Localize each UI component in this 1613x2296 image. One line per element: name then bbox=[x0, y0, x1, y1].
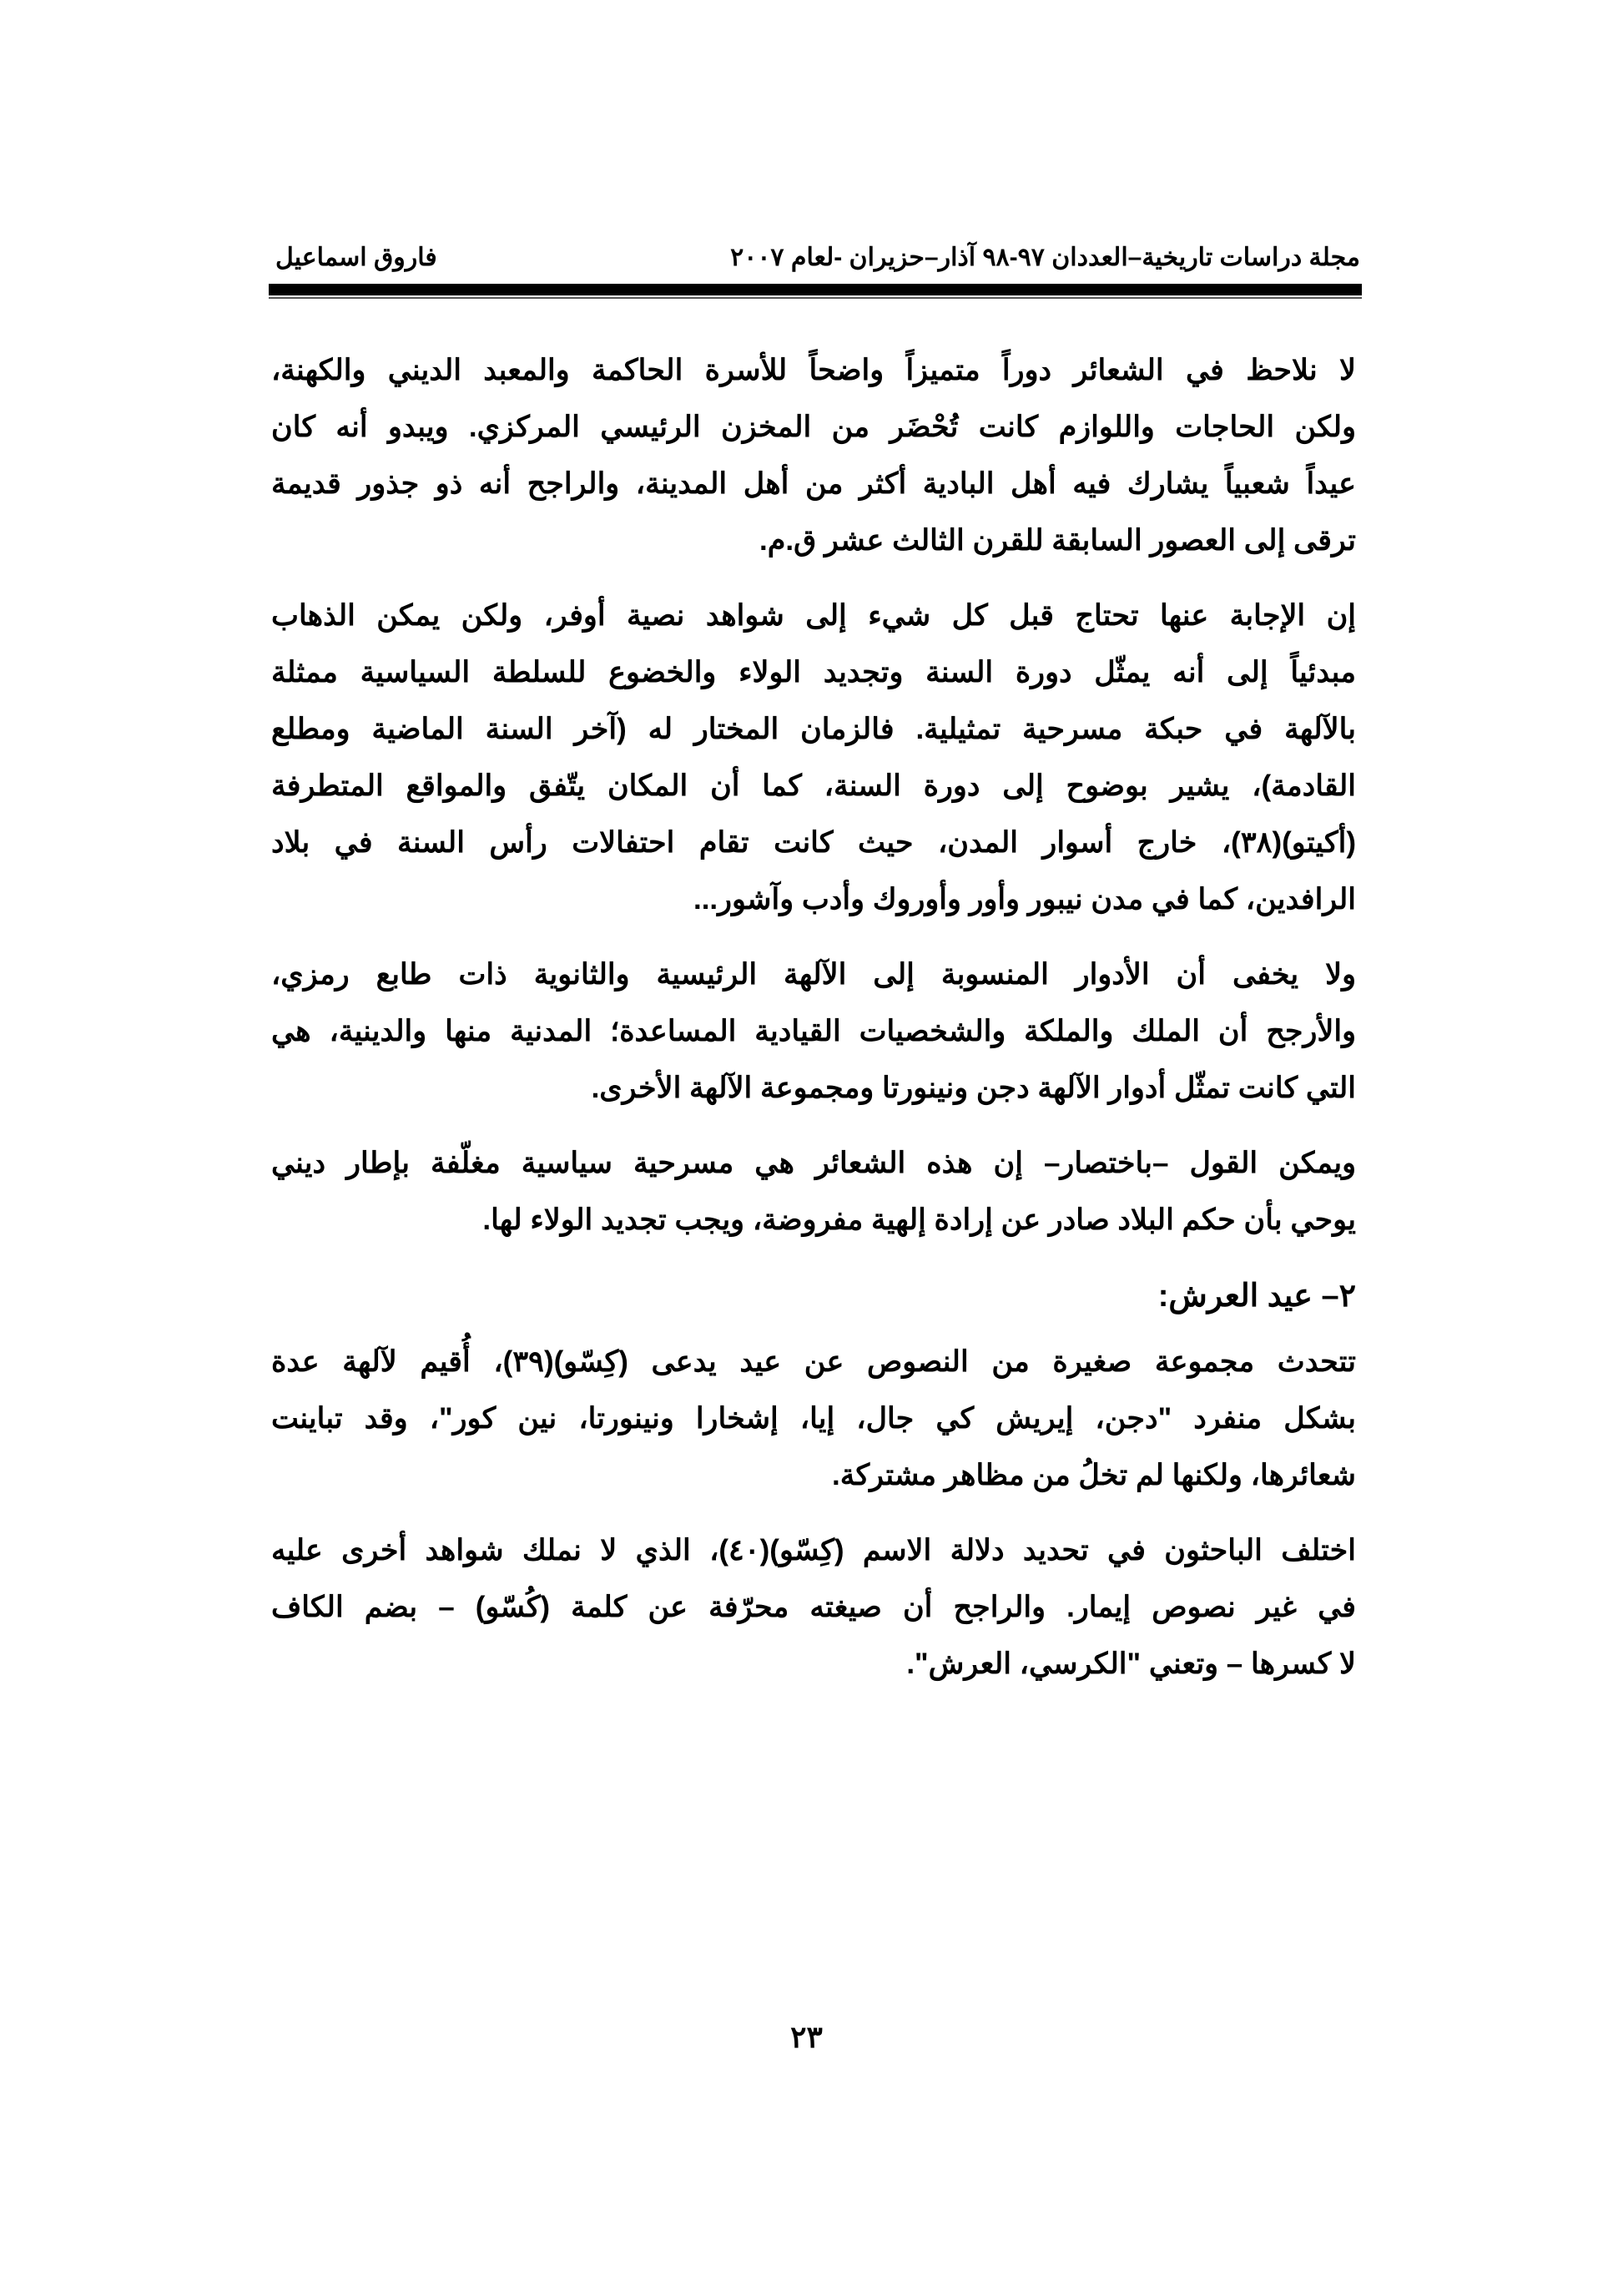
text-line: تتحدث مجموعة صغيرة من النصوص عن عيد يدعى (كِسّو)(٣٩)، أُقيم لآلهة عدة bbox=[271, 1345, 1356, 1378]
section-paragraphs bbox=[271, 1334, 1356, 1693]
page-body bbox=[271, 342, 1356, 1711]
text-line: (أكيتو)(٣٨)، خارج أسوار المدن، حيث كانت تقام احتفالات رأس السنة في بلاد bbox=[271, 826, 1356, 859]
header-rule bbox=[269, 284, 1362, 295]
text-line: والأرجح أن الملك والملكة والشخصيات القيادية المساعدة؛ المدنية منها والدينية، هي bbox=[271, 1015, 1356, 1047]
journal-title: مجلة دراسات تاريخية–العددان ٩٧-٩٨ آذار–حزيران -لعام ٢٠٠٧ bbox=[730, 244, 1360, 271]
text-line: التي كانت تمثّل أدوار الآلهة دجن ونينورتا ومجموعة الآلهة الأخرى. bbox=[591, 1072, 1356, 1104]
section-heading: ٢– عيد العرش: bbox=[1157, 1279, 1356, 1314]
text-line: لا كسرها – وتعني "الكرسي، العرش". bbox=[906, 1648, 1356, 1680]
text-line: بالآلهة في حبكة مسرحية تمثيلية. فالزمان المختار له (آخر السنة الماضية ومطلع bbox=[271, 713, 1356, 745]
paragraph bbox=[271, 342, 1356, 569]
running-header bbox=[275, 235, 1360, 272]
text-line: إن الإجابة عنها تحتاج قبل كل شيء إلى شواهد نصية أوفر، ولكن يمكن الذهاب bbox=[271, 599, 1356, 632]
page-number: ٢٣ bbox=[790, 2020, 823, 2054]
text-line: ويمكن القول –باختصار– إن هذه الشعائر هي مسرحية سياسية مغلّفة بإطار ديني bbox=[271, 1147, 1356, 1179]
body-paragraphs bbox=[271, 342, 1356, 1249]
text-line: ولا يخفى أن الأدوار المنسوبة إلى الآلهة الرئيسية والثانوية ذات طابع رمزي، bbox=[271, 958, 1356, 991]
author-name: فاروق اسماعيل bbox=[275, 244, 437, 271]
paragraph bbox=[271, 1334, 1356, 1504]
paragraph bbox=[271, 1135, 1356, 1249]
text-line: مبدئياً إلى أنه يمثّل دورة السنة وتجديد الولاء والخضوع للسلطة السياسية ممثلة bbox=[271, 656, 1356, 689]
header-rule-thin bbox=[269, 297, 1362, 299]
text-line: القادمة)، يشير بوضوح إلى دورة السنة، كما أن المكان يتّفق والمواقع المتطرفة bbox=[271, 770, 1356, 802]
text-line: ولكن الحاجات واللوازم كانت تُحْضَر من المخزن الرئيسي المركزي. ويبدو أنه كان bbox=[271, 411, 1356, 443]
text-line: الرافدين، كما في مدن نيبور وأور وأوروك وأدب وآشور... bbox=[693, 883, 1356, 916]
text-line: يوحي بأن حكم البلاد صادر عن إرادة إلهية مفروضة، ويجب تجديد الولاء لها. bbox=[482, 1204, 1356, 1236]
text-line: ترقى إلى العصور السابقة للقرن الثالث عشر ق.م. bbox=[759, 524, 1356, 557]
text-line: اختلف الباحثون في تحديد دلالة الاسم (كِسّو)(٤٠)، الذي لا نملك شواهد أخرى عليه bbox=[271, 1534, 1356, 1567]
text-line: في غير نصوص إيمار. والراجح أن صيغته محرّفة عن كلمة (كُسّو) – بضم الكاف bbox=[271, 1591, 1356, 1623]
text-line: عيداً شعبياً يشارك فيه أهل البادية أكثر من أهل المدينة، والراجح أنه ذو جذور قديمة bbox=[271, 467, 1356, 500]
text-line: لا نلاحظ في الشعائر دوراً متميزاً واضحاً للأسرة الحاكمة والمعبد الديني والكهنة، bbox=[271, 354, 1356, 386]
text-line: بشكل منفرد "دجن، إيريش كي جال، إيا، إشخارا ونينورتا، نين كور"، وقد تباينت bbox=[271, 1402, 1356, 1435]
text-line: شعائرها، ولكنها لم تخلُ من مظاهر مشتركة. bbox=[831, 1459, 1356, 1491]
paragraph bbox=[271, 588, 1356, 928]
paragraph bbox=[271, 1522, 1356, 1693]
paragraph bbox=[271, 946, 1356, 1117]
